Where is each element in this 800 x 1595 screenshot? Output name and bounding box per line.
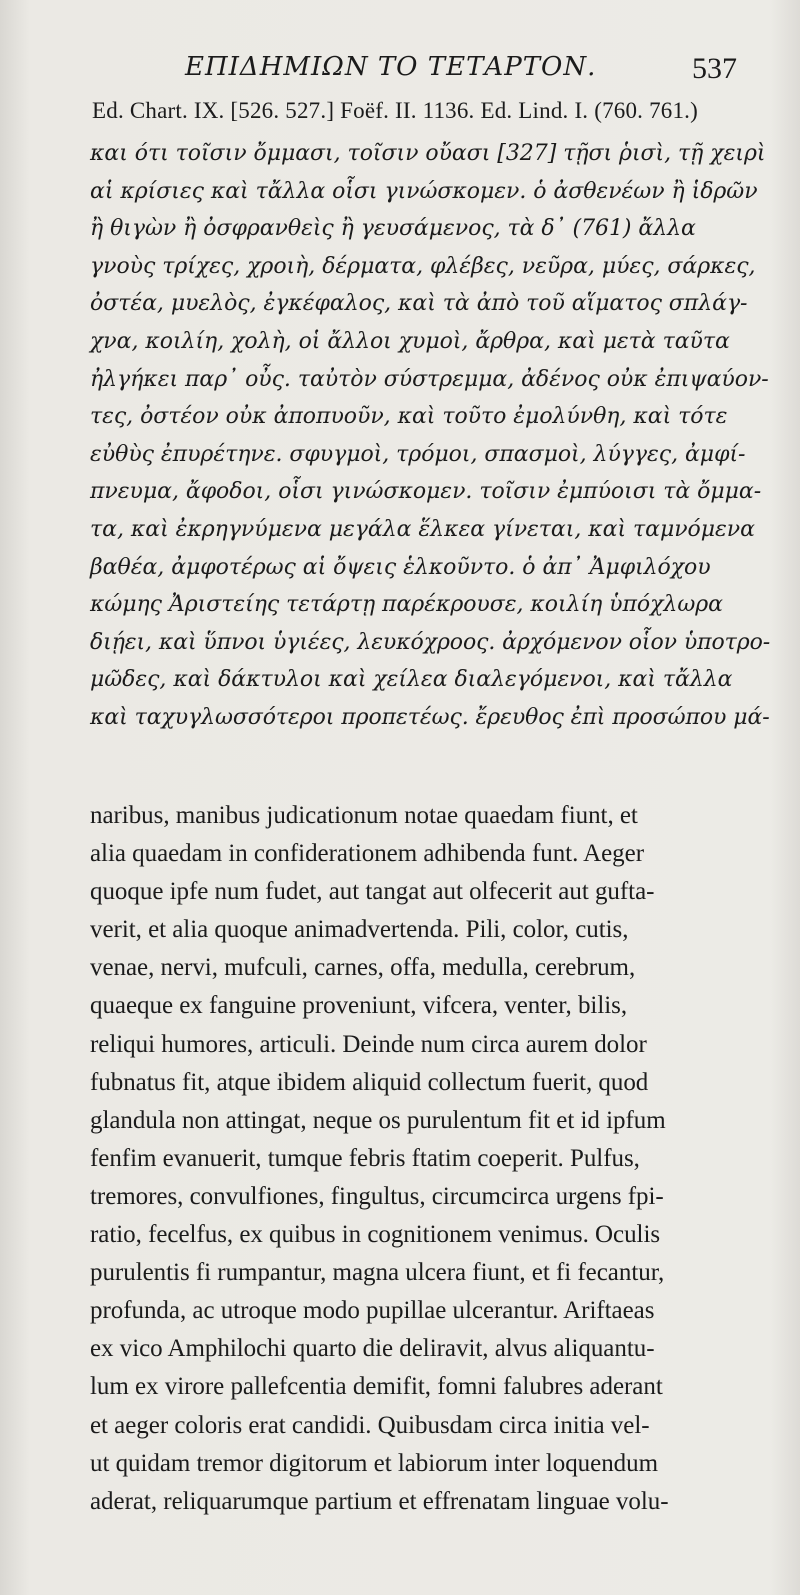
latin-text-line: lum ex virore pallefcentia demifit, fomni falubres aderant (90, 1373, 663, 1401)
greek-text-line: πνευμα, ἄφοδοι, οἷσι γινώσκομεν. τοῖσιν ἐμπύοισι τὰ ὄμμα- (90, 479, 762, 505)
greek-text-line: κώμης Ἀριστείης τετάρτῃ παρέκρουσε, κοιλίη ὑπόχλωρα (90, 592, 723, 618)
page-number: 537 (692, 52, 737, 85)
latin-text-line: venae, nervi, mufculi, carnes, offa, medulla, cerebrum, (90, 954, 636, 982)
latin-text-line: ex vico Amphilochi quarto die deliravit, alvus aliquantu- (90, 1335, 655, 1363)
latin-text-block (90, 797, 772, 1521)
latin-text-line: fenfim evanuerit, tumque febris ftatim coeperit. Pulfus, (90, 1144, 640, 1172)
edition-references: Ed. Chart. IX. [526. 527.] Foëf. II. 1136. Ed. Lind. I. (760. 761.) (92, 98, 698, 123)
greek-text-line: ἠλγήκει παρ᾽ οὖς. ταὐτὸν σύστρεμμα, ἀδένος οὐκ ἐπιψαύον- (90, 366, 769, 392)
greek-text-line: ὀστέα, μυελὸς, ἐγκέφαλος, καὶ τὰ ἀπὸ τοῦ αἵματος σπλάγ- (90, 291, 748, 317)
latin-text-line: alia quaedam in confiderationem adhibenda funt. Aeger (90, 840, 644, 868)
greek-text-line: διῄει, καὶ ὕπνοι ὑγιέες, λευκόχροος. ἀρχόμενον οἷον ὑποτρο- (90, 629, 771, 655)
latin-text-line: naribus, manibus judicationum notae quaedam fiunt, et (90, 802, 638, 829)
latin-text-line: quoque ipfe num fudet, aut tangat aut olfecerit aut gufta- (90, 878, 655, 906)
greek-text-line: χνα, κοιλίη, χολὴ, οἱ ἄλλοι χυμοὶ, ἄρθρα, καὶ μετὰ ταῦτα (90, 328, 730, 354)
latin-text-line: verit, et alia quoque animadvertenda. Pili, color, cutis, (90, 916, 629, 944)
latin-text-line: quaeque ex fanguine proveniunt, vifcera, venter, bilis, (90, 992, 628, 1020)
latin-text-line: glandula non attingat, neque os purulentum fit et id ipfum (90, 1106, 666, 1134)
latin-text-line: reliqui humores, articuli. Deinde num circa aurem dolor (90, 1030, 647, 1058)
running-title: ΕΠΙΔΗΜΙΩΝ ΤΟ ΤΕΤΑΡΤΟΝ. (185, 52, 597, 82)
greek-text-line: εὐθὺς ἐπυρέτηνε. σφυγμοὶ, τρόμοι, σπασμοὶ, λύγγες, ἀμφί- (90, 441, 746, 467)
greek-text-line: γνοὺς τρίχες, χροιὴ, δέρματα, φλέβες, νεῦρα, μύες, σάρκες, (90, 253, 756, 279)
greek-text-line: βαθέα, ἀμφοτέρως αἱ ὄψεις ἑλκοῦντο. ὁ ἀπ᾽ Ἀμφιλόχου (90, 554, 711, 580)
greek-text-line: ἢ θιγὼν ἢ ὀσφρανθεὶς ἢ γευσάμενος, τὰ δ᾽ (761) ἄλλα (90, 216, 696, 242)
greek-text-line: μῶδες, καὶ δάκτυλοι καὶ χείλεα διαλεγόμενοι, καὶ τἄλλα (90, 667, 733, 693)
latin-text-line: tremores, convulfiones, fingultus, circumcirca urgens fpi- (90, 1182, 664, 1210)
greek-text-line: και ότι τοῖσιν ὄμμασι, τοῖσιν οὔασι [327] τῇσι ῥισὶ, τῇ χειρὶ (90, 141, 766, 166)
latin-text-line: ut quidam tremor digitorum et labiorum inter loquendum (90, 1449, 658, 1477)
greek-text-line: αἱ κρίσιες καὶ τἄλλα οἷσι γινώσκομεν. ὁ ἀσθενέων ἢ ἱδρῶν (90, 178, 758, 204)
latin-text-line: aderat, reliquarumque partium et effrenatam linguae volu- (90, 1487, 669, 1515)
greek-text-line: τες, ὀστέον οὐκ ἀποπυοῦν, καὶ τοῦτο ἐμολύνθη, καὶ τότε (90, 404, 728, 430)
latin-text-line: et aeger coloris erat candidi. Quibusdam circa initia vel- (90, 1411, 650, 1439)
greek-text-block (90, 135, 772, 737)
latin-text-line: purulentis fi rumpantur, magna ulcera fiunt, et fi fecantur, (90, 1259, 665, 1287)
latin-text-line: ratio, fecelfus, ex quibus in cognitionem venimus. Oculis (90, 1221, 661, 1249)
latin-text-line: fubnatus fit, atque ibidem aliquid collectum fuerit, quod (90, 1068, 649, 1096)
latin-text-line: profunda, ac utroque modo pupillae ulcerantur. Ariftaeas (90, 1297, 655, 1325)
greek-text-line: τα, καὶ ἐκρηγνύμενα μεγάλα ἕλκεα γίνεται, καὶ ταμνόμενα (90, 516, 755, 542)
greek-text-line: καὶ ταχυγλωσσότεροι προπετέως. ἔρευθος ἐπὶ προσώπου μά- (90, 704, 770, 730)
running-head (0, 52, 800, 92)
